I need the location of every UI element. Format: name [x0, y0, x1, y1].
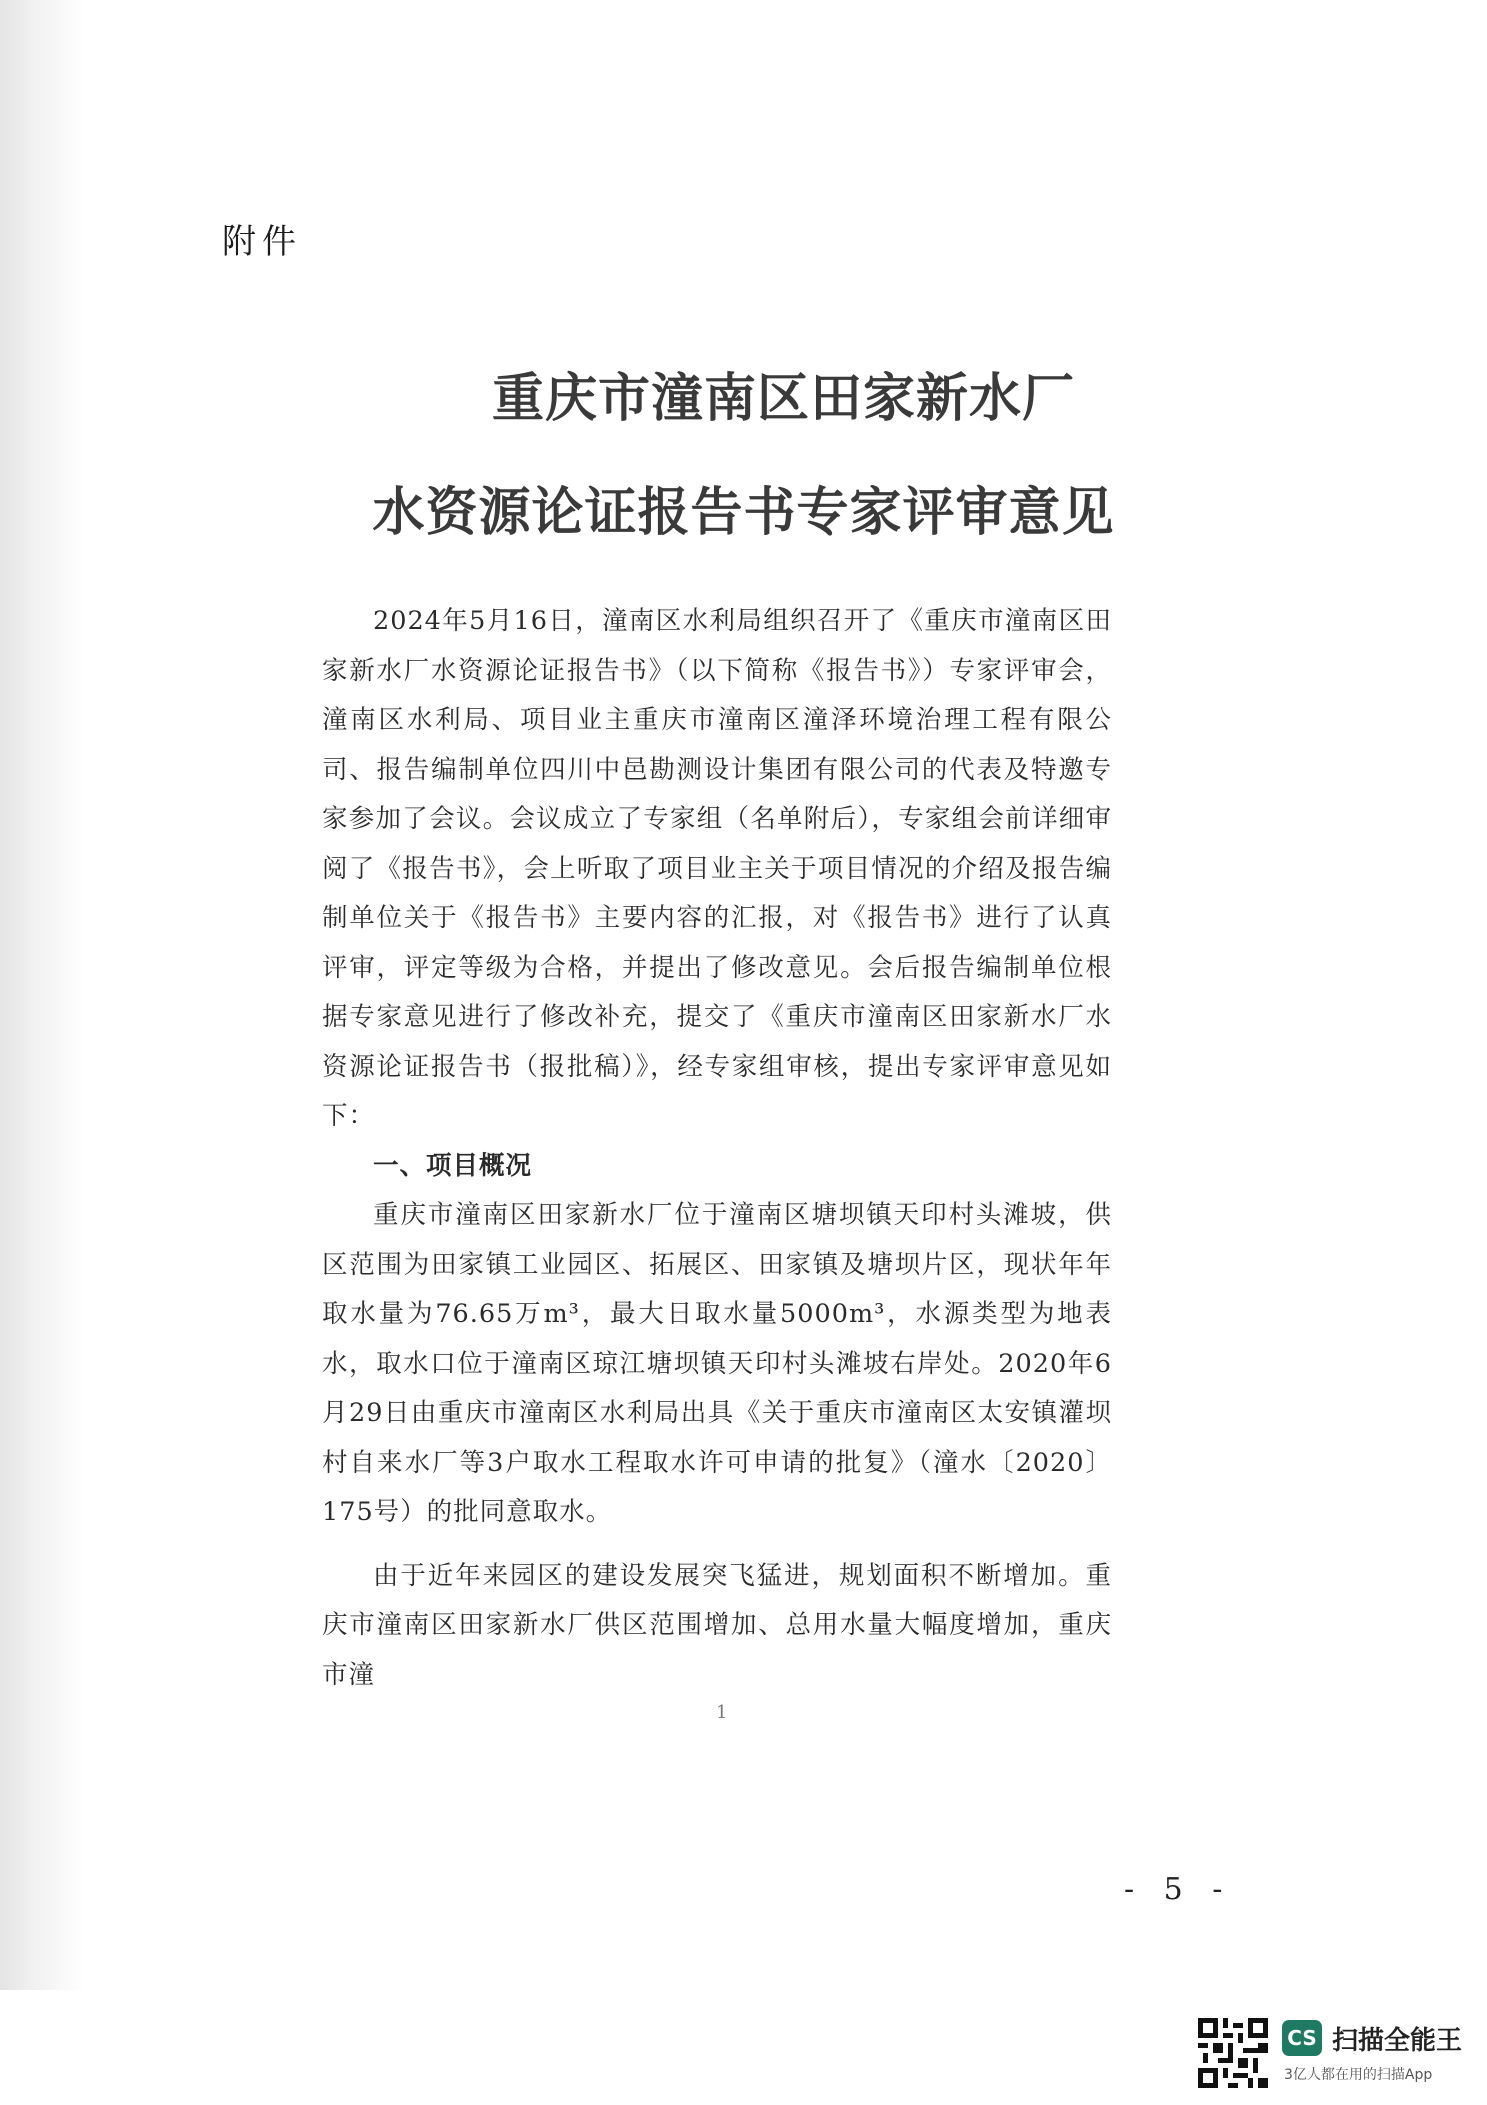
page-number: - 5 -	[1124, 1872, 1233, 1907]
scanner-logo-icon: CS	[1282, 2020, 1322, 2056]
scanner-tagline: 3亿人都在用的扫描App	[1284, 2067, 1433, 2083]
scanner-app-name: 扫描全能王	[1332, 2026, 1463, 2056]
qr-code-icon	[1198, 2018, 1268, 2088]
inner-page-number: 1	[716, 1702, 728, 1723]
paragraph-project-overview: 重庆市潼南区田家新水厂位于潼南区塘坝镇天印村头滩坡，供区范围为田家镇工业园区、拓展区、田家镇及塘坝片区，现状年年取水量为76.65万m³，最大日取水量5000m³，水源类型为地表水，取水口位于潼南区琼江塘坝镇天印村头滩坡右岸处。2020年6月29日由重庆市潼南区水利局出具《关于重庆市潼南区太安镇灌坝村自来水厂等3户取水工程取水许可申请的批复》（潼水〔2020〕175号）的批同意取水。	[322, 1200, 1112, 1527]
document-body	[322, 597, 1112, 1700]
attachment-label: 附件	[222, 222, 302, 262]
document-title-line-2: 水资源论证报告书专家评审意见	[372, 483, 1115, 543]
document-title-line-1: 重庆市潼南区田家新水厂	[491, 369, 1075, 429]
section-heading-project-overview: 一、项目概况	[373, 1150, 533, 1181]
paragraph-intro: 2024年5月16日，潼南区水利局组织召开了《重庆市潼南区田家新水厂水资源论证报告书》（以下简称《报告书》）专家评审会，潼南区水利局、项目业主重庆市潼南区潼泽环境治理工程有限公司、报告编制单位四川中邑勘测设计集团有限公司的代表及特邀专家参加了会议。会议成立了专家组（名单附后），专家组会前详细审阅了《报告书》，会上听取了项目业主关于项目情况的介绍及报告编制单位关于《报告书》主要内容的汇报，对《报告书》进行了认真评审，评定等级为合格，并提出了修改意见。会后报告编制单位根据专家意见进行了修改补充，提交了《重庆市潼南区田家新水厂水资源论证报告书（报批稿）》，经专家组审核，提出专家评审意见如下：	[322, 606, 1112, 1131]
paragraph-development: 由于近年来园区的建设发展突飞猛进，规划面积不断增加。重庆市潼南区田家新水厂供区范围增加、总用水量大幅度增加，重庆市潼	[322, 1560, 1112, 1690]
scan-edge-shadow	[0, 0, 85, 1990]
